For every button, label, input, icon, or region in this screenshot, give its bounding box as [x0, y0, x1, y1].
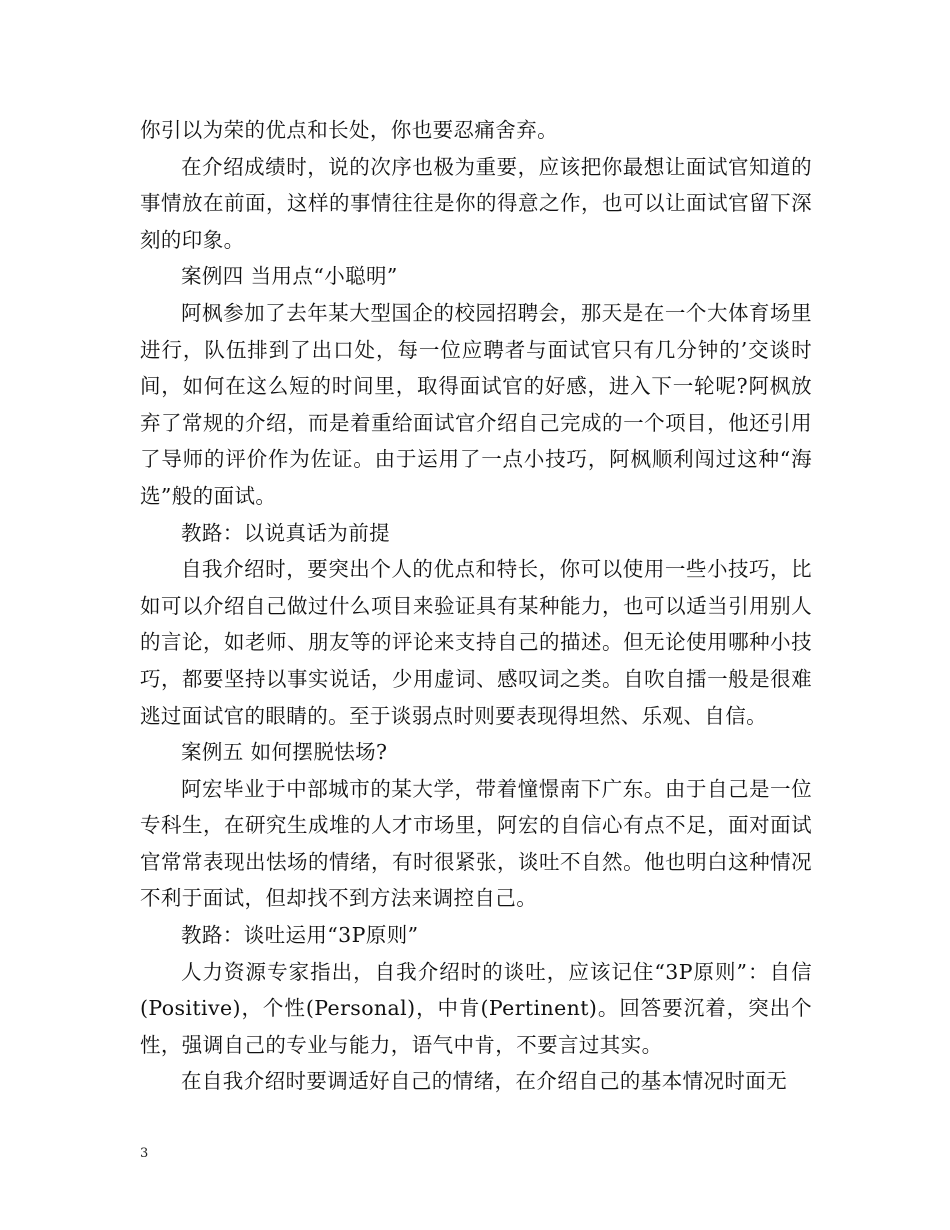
paragraph: 阿枫参加了去年某大型国企的校园招聘会，那天是在一个大体育场里进行，队伍排到了出口处，每一位应聘者与面试官只有几分钟的’交谈时间，如何在这么短的时间里，取得面试官的好感，进入下一轮呢?阿枫放弃了常规的介绍，而是着重给面试官介绍自己完成的一个项目，他还引用了导师的评价作为佐证。由于运用了一点小技巧，阿枫顺利闯过这种“海选”般的面试。 [140, 300, 812, 508]
page-number: 3 [140, 1146, 149, 1161]
advice-heading: 教路：谈吐运用“3P原则” [181, 923, 419, 948]
advice-heading: 教路：以说真话为前提 [181, 520, 390, 545]
document-body [140, 112, 812, 1100]
paragraph: 阿宏毕业于中部城市的某大学，带着憧憬南下广东。由于自己是一位专科生，在研究生成堆的人才市场里，阿宏的自信心有点不足，面对面试官常常表现出怯场的情绪，有时很紧张，谈吐不自然。他也明白这种情况不利于面试，但却找不到方法来调控自己。 [140, 776, 812, 911]
paragraph: 你引以为荣的优点和长处，你也要忍痛舍弃。 [140, 118, 558, 142]
paragraph: 在自我介绍时要调适好自己的情绪，在介绍自己的基本情况时面无 [181, 1069, 788, 1094]
case-heading: 案例五 如何摆脱怯场? [181, 740, 388, 765]
case-heading: 案例四 当用点“小聪明” [181, 264, 398, 289]
paragraph: 人力资源专家指出，自我介绍时的谈吐，应该记住“3P原则”：自信(Positive)，个性(Personal)，中肯(Pertinent)。回答要沉着，突出个性，强调自己的专业与能力，语气中肯，不要言过其实。 [140, 959, 812, 1057]
paragraph: 在介绍成绩时，说的次序也极为重要，应该把你最想让面试官知道的事情放在前面，这样的事情往往是你的得意之作，也可以让面试官留下深刻的印象。 [140, 154, 812, 252]
paragraph: 自我介绍时，要突出个人的优点和特长，你可以使用一些小技巧，比如可以介绍自己做过什么项目来验证具有某种能力，也可以适当引用别人的言论，如老师、朋友等的评论来支持自己的描述。但无论使用哪种小技巧，都要坚持以事实说话，少用虚词、感叹词之类。自吹自擂一般是很难逃过面试官的眼睛的。至于谈弱点时则要表现得坦然、乐观、自信。 [140, 557, 812, 728]
